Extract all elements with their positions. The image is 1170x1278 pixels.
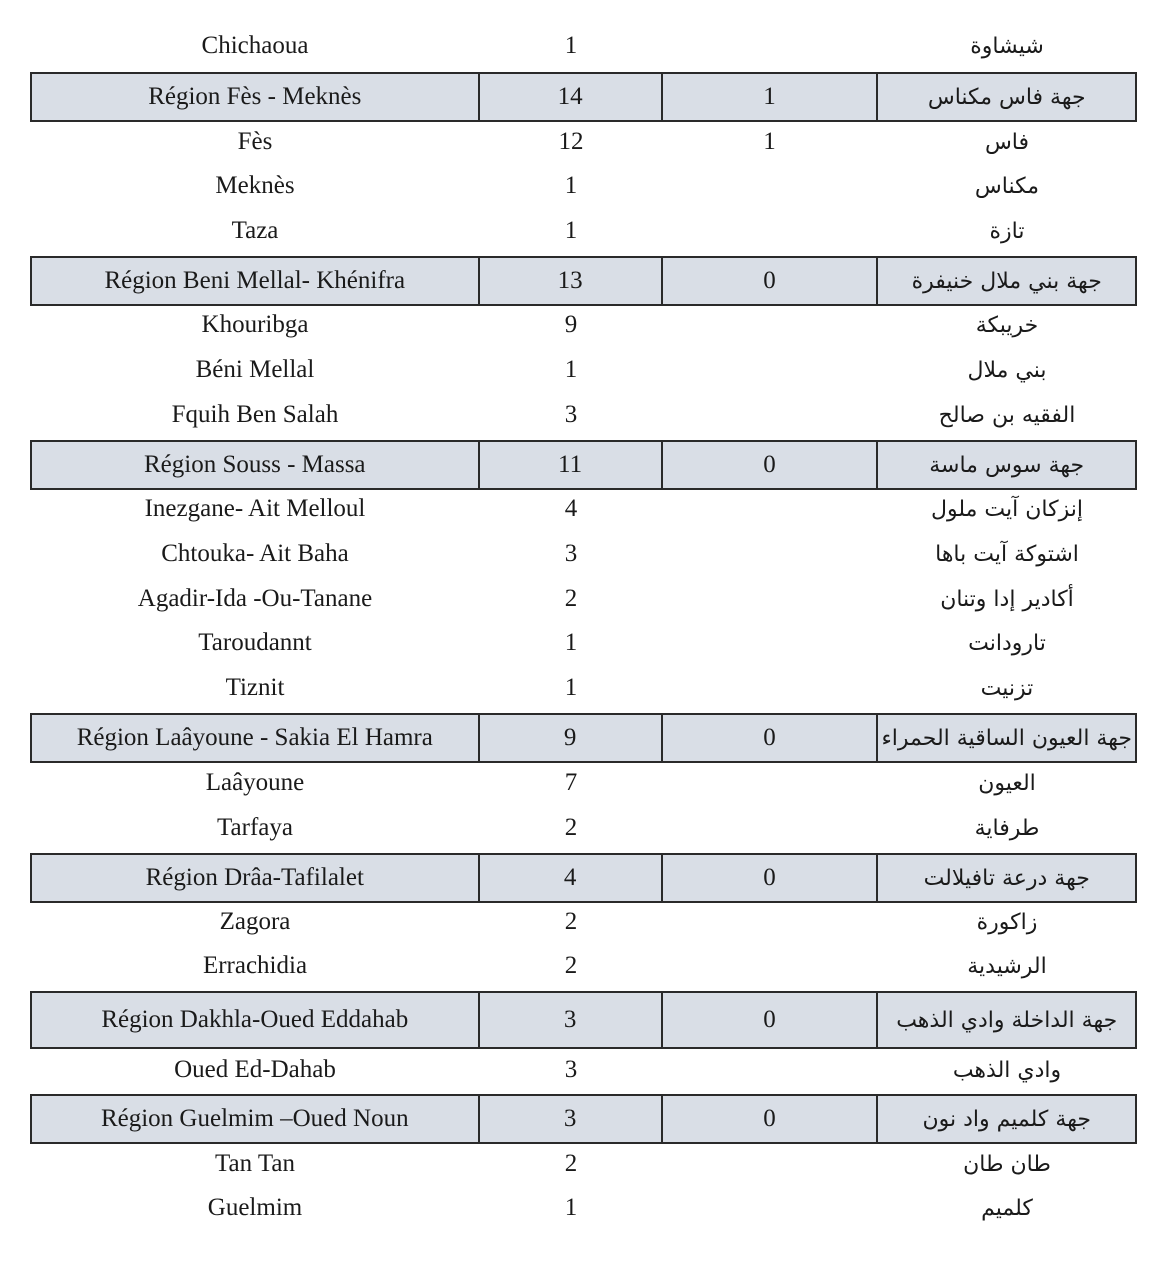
arabic-name-cell: خريبكة	[975, 312, 1039, 338]
arabic-name-cell: زاكورة	[976, 909, 1038, 935]
count-cell: 1	[564, 32, 578, 59]
count-cell: 1	[564, 172, 578, 199]
region-row	[30, 72, 1137, 122]
arabic-name-cell: فاس	[984, 129, 1030, 155]
secondary-count-cell: 1	[661, 74, 877, 120]
region-row	[30, 1094, 1137, 1144]
count-cell: 4	[564, 495, 578, 522]
region-row	[30, 713, 1137, 763]
french-name-cell: Inezgane- Ait Melloul	[144, 495, 366, 522]
french-name-cell: Tan Tan	[214, 1150, 296, 1177]
count-cell: 3	[564, 1056, 578, 1083]
secondary-count-cell: 0	[661, 715, 877, 761]
french-name-cell: Meknès	[215, 172, 295, 199]
count-cell: 2	[564, 1150, 578, 1177]
arabic-name-cell: شيشاوة	[970, 33, 1044, 59]
table-row	[30, 24, 1137, 68]
french-name-cell: Région Dakhla-Oued Eddahab	[101, 1006, 409, 1033]
table-row	[30, 666, 1137, 710]
french-name-cell: Région Souss - Massa	[144, 451, 366, 478]
table-row	[30, 487, 1137, 531]
table-row	[30, 577, 1137, 621]
table-row	[30, 1048, 1137, 1092]
french-name-cell: Guelmim	[207, 1194, 303, 1221]
table-row	[30, 806, 1137, 850]
region-row	[30, 991, 1137, 1049]
arabic-name-cell: العيون	[978, 770, 1036, 796]
count-cell: 1	[564, 629, 578, 656]
french-name-cell: Agadir-Ida -Ou-Tanane	[137, 585, 373, 612]
count-cell: 2	[564, 585, 578, 612]
secondary-count-cell: 0	[661, 442, 877, 488]
arabic-name-cell: جهة كلميم واد نون	[876, 1096, 1135, 1142]
count-cell: 7	[564, 769, 578, 796]
count-cell: 3	[564, 401, 578, 428]
count-cell: 1	[564, 1194, 578, 1221]
count-cell: 1	[564, 217, 578, 244]
arabic-name-cell: جهة العيون الساقية الحمراء	[876, 715, 1135, 761]
table-row	[30, 164, 1137, 208]
french-name-cell: Région Drâa-Tafilalet	[145, 864, 364, 891]
arabic-name-cell: إنزكان آيت ملول	[931, 496, 1083, 522]
french-name-cell: Taroudannt	[198, 629, 312, 656]
count-cell: 1	[564, 356, 578, 383]
arabic-name-cell: الفقيه بن صالح	[938, 402, 1076, 428]
arabic-name-cell: طان طان	[963, 1151, 1051, 1177]
french-name-cell: Laâyoune	[205, 769, 305, 796]
arabic-name-cell: تزنيت	[980, 675, 1034, 701]
table-row	[30, 1142, 1137, 1186]
french-name-cell: Errachidia	[202, 952, 308, 979]
arabic-name-cell: اشتوكة آيت باها	[935, 541, 1079, 567]
count-cell: 2	[564, 908, 578, 935]
secondary-count-cell: 1	[763, 128, 776, 155]
french-name-cell: Région Fès - Meknès	[148, 83, 362, 110]
table-row	[30, 393, 1137, 437]
count-cell: 9	[564, 311, 578, 338]
table-row	[30, 1186, 1137, 1230]
french-name-cell: Région Beni Mellal- Khénifra	[104, 267, 406, 294]
table-row	[30, 621, 1137, 665]
count-cell: 2	[564, 814, 578, 841]
count-cell: 4	[478, 855, 661, 901]
french-name-cell: Fès	[237, 128, 273, 155]
french-name-cell: Taza	[231, 217, 279, 244]
french-name-cell: Oued Ed-Dahab	[174, 1056, 336, 1083]
count-cell: 3	[478, 993, 661, 1047]
count-cell: 3	[564, 540, 578, 567]
french-name-cell: Région Guelmim –Oued Noun	[100, 1105, 409, 1132]
count-cell: 1	[564, 674, 578, 701]
arabic-name-cell: طرفاية	[974, 815, 1040, 841]
french-name-cell: Tarfaya	[217, 814, 293, 841]
arabic-name-cell: تازة	[989, 218, 1025, 244]
secondary-count-cell: 0	[661, 258, 877, 304]
count-cell: 14	[478, 74, 661, 120]
table-row	[30, 120, 1137, 164]
french-name-cell: Khouribga	[201, 311, 309, 338]
french-name-cell: Tiznit	[225, 674, 285, 701]
count-cell: 3	[478, 1096, 661, 1142]
arabic-name-cell: بني ملال	[967, 357, 1047, 383]
region-row	[30, 256, 1137, 306]
table-row	[30, 900, 1137, 944]
table-row	[30, 761, 1137, 805]
region-row	[30, 440, 1137, 490]
arabic-name-cell: الرشيدية	[967, 953, 1047, 979]
table-row	[30, 303, 1137, 347]
arabic-name-cell: جهة فاس مكناس	[876, 74, 1135, 120]
arabic-name-cell: جهة بني ملال خنيفرة	[876, 258, 1135, 304]
count-cell: 13	[478, 258, 661, 304]
secondary-count-cell: 0	[661, 993, 877, 1047]
arabic-name-cell: جهة الداخلة وادي الذهب	[876, 993, 1135, 1047]
region-row	[30, 853, 1137, 903]
table-row	[30, 348, 1137, 392]
count-cell: 12	[558, 128, 584, 155]
french-name-cell: Béni Mellal	[195, 356, 315, 383]
table-row	[30, 944, 1137, 988]
arabic-name-cell: أكادير إدا وتنان	[940, 586, 1074, 612]
secondary-count-cell: 0	[661, 855, 877, 901]
table-row	[30, 209, 1137, 253]
arabic-name-cell: وادي الذهب	[952, 1057, 1062, 1083]
arabic-name-cell: جهة درعة تافيلالت	[876, 855, 1135, 901]
secondary-count-cell: 0	[661, 1096, 877, 1142]
arabic-name-cell: كلميم	[981, 1195, 1033, 1221]
table-row	[30, 532, 1137, 576]
french-name-cell: Région Laâyoune - Sakia El Hamra	[76, 724, 433, 751]
count-cell: 9	[478, 715, 661, 761]
count-cell: 11	[478, 442, 661, 488]
french-name-cell: Fquih Ben Salah	[171, 401, 339, 428]
arabic-name-cell: جهة سوس ماسة	[876, 442, 1135, 488]
french-name-cell: Zagora	[219, 908, 291, 935]
french-name-cell: Chtouka- Ait Baha	[161, 540, 349, 567]
arabic-name-cell: تارودانت	[968, 630, 1046, 656]
french-name-cell: Chichaoua	[201, 32, 309, 59]
arabic-name-cell: مكناس	[974, 173, 1040, 199]
count-cell: 2	[564, 952, 578, 979]
